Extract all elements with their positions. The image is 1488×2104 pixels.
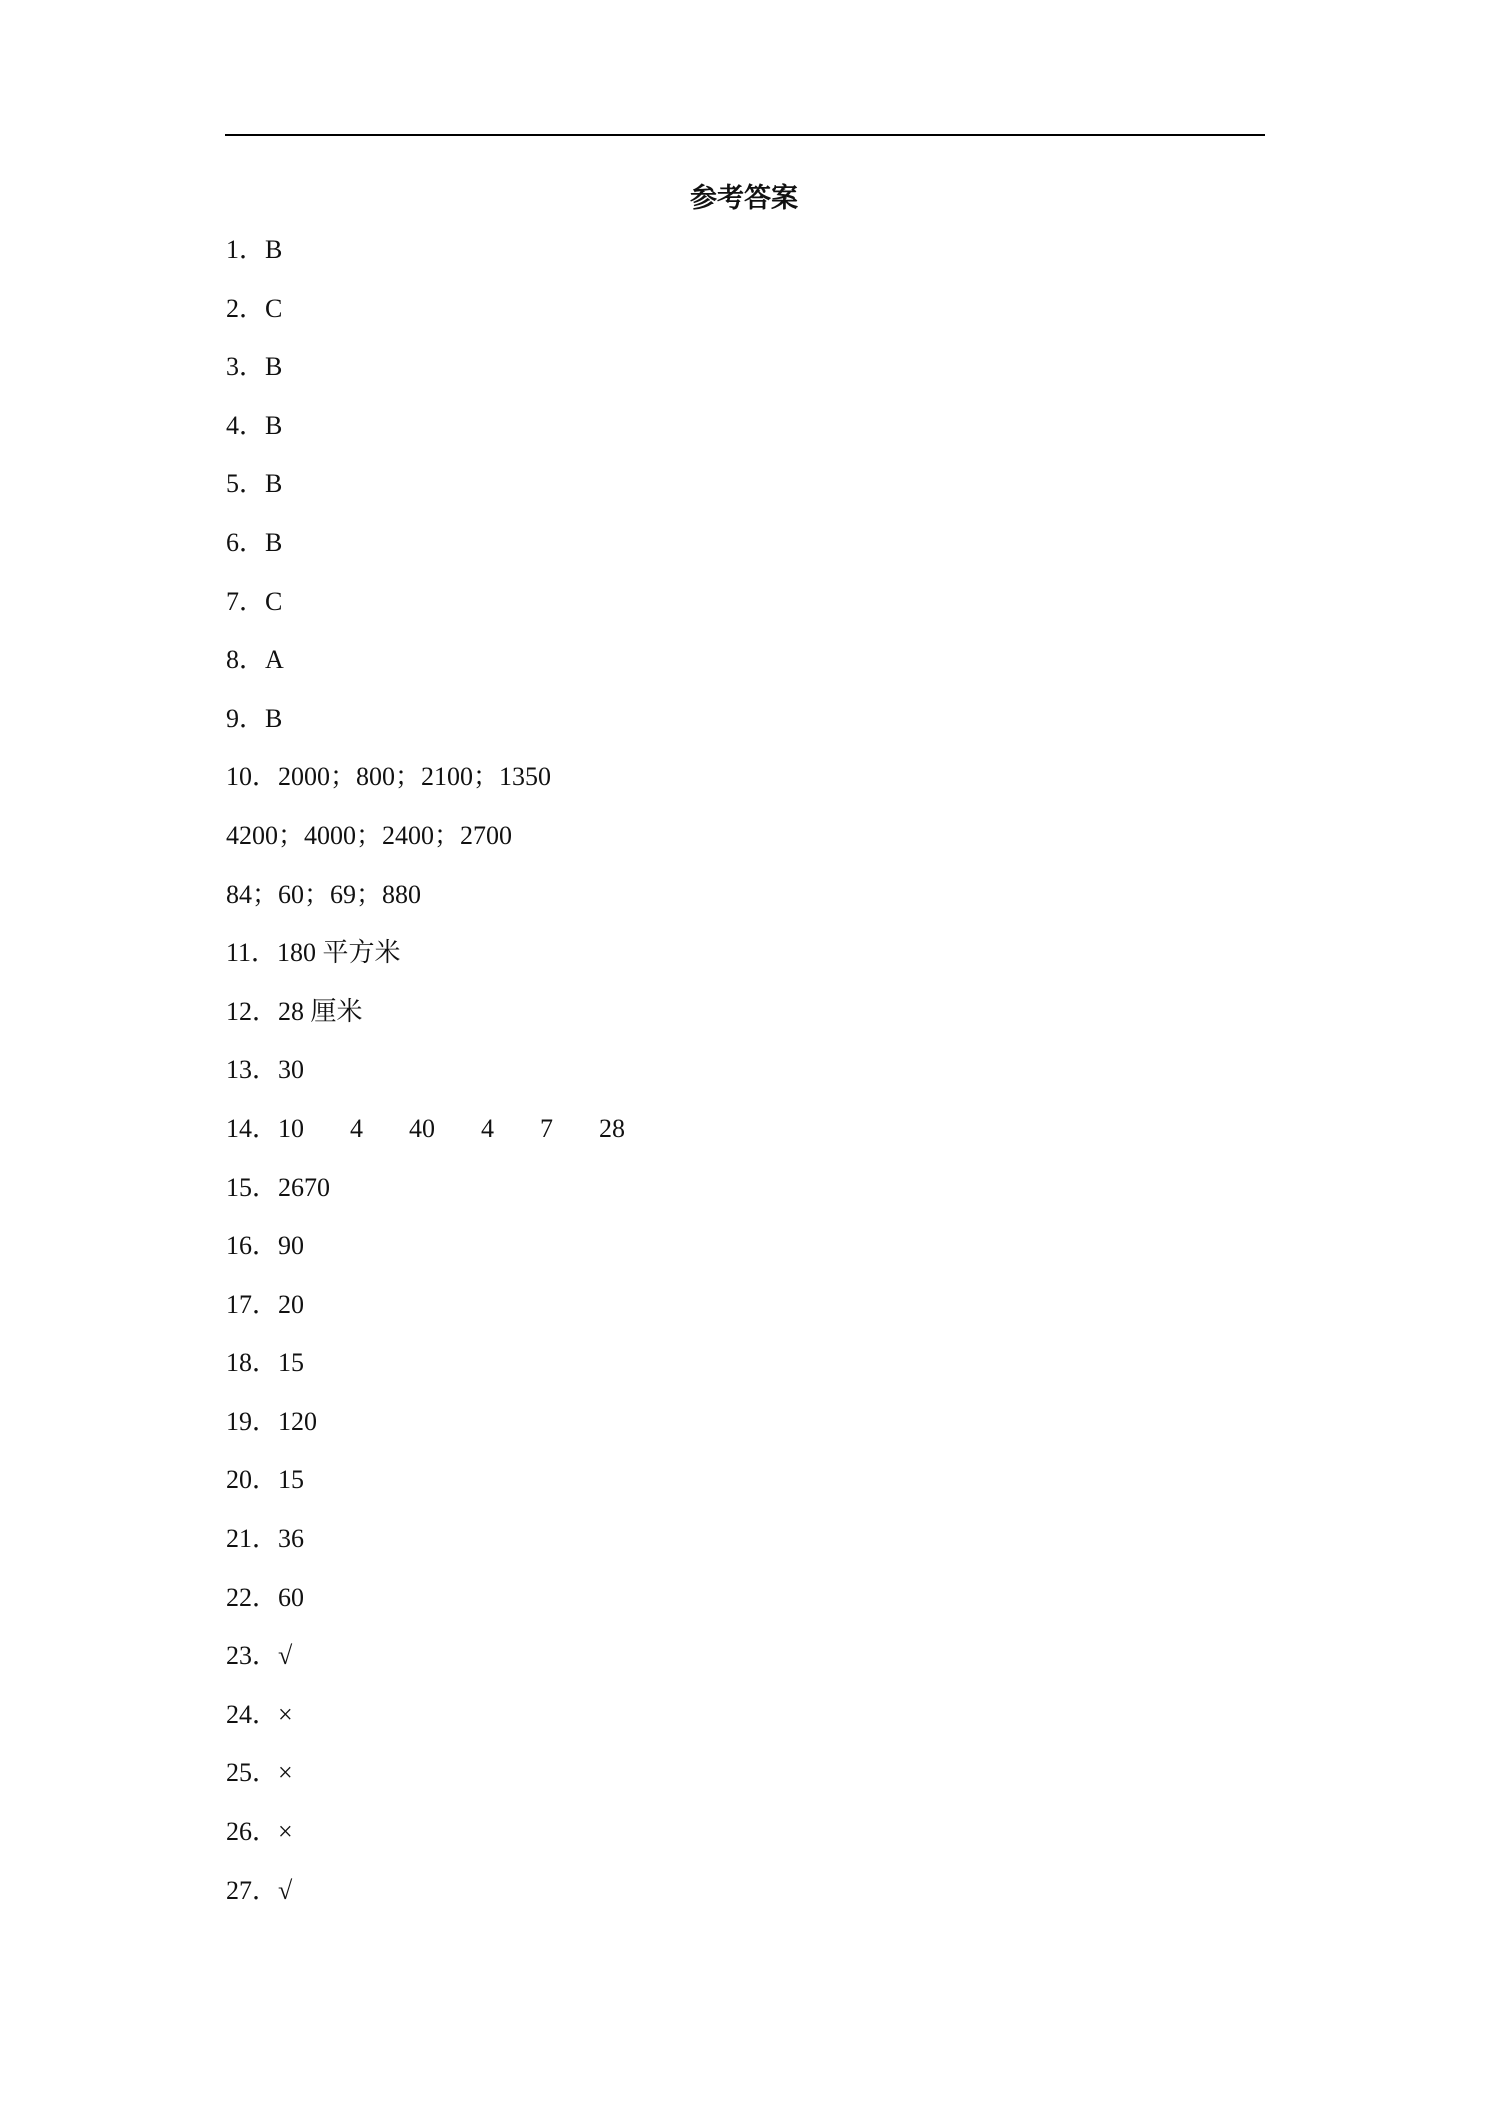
answer-value: 15 bbox=[278, 1348, 304, 1378]
answer-item bbox=[226, 1111, 625, 1170]
answer-number: 20 bbox=[226, 1465, 252, 1495]
answer-value: B bbox=[265, 410, 283, 440]
answer-list bbox=[226, 232, 625, 1931]
number-separator: ． bbox=[252, 762, 279, 792]
answer-number: 10 bbox=[226, 762, 252, 792]
answer-value: A bbox=[265, 645, 284, 675]
number-separator: ． bbox=[251, 938, 278, 968]
answer-number: 1 bbox=[226, 235, 239, 264]
answer-item bbox=[226, 759, 625, 818]
answer-item bbox=[226, 232, 625, 291]
number-separator: ． bbox=[252, 996, 279, 1026]
answer-value: 180 平方米 bbox=[277, 938, 401, 968]
number-separator: ． bbox=[239, 645, 266, 675]
answer-item bbox=[226, 701, 625, 760]
number-separator: ． bbox=[252, 1172, 279, 1202]
answer-item bbox=[226, 1814, 625, 1873]
answer-item bbox=[226, 1345, 625, 1404]
answer-item bbox=[226, 1404, 625, 1463]
number-separator: ． bbox=[239, 469, 266, 499]
answer-number: 24 bbox=[226, 1699, 252, 1729]
answer-item bbox=[226, 408, 625, 467]
answer-value: B bbox=[265, 527, 283, 557]
answer-value: 84；60；69；880 bbox=[226, 879, 422, 909]
answer-part: 7 bbox=[540, 1113, 553, 1143]
answer-number: 27 bbox=[226, 1875, 252, 1905]
answer-part: 10 bbox=[278, 1113, 304, 1143]
number-separator: ． bbox=[239, 410, 266, 440]
answer-number: 17 bbox=[226, 1289, 252, 1319]
answer-value: 90 bbox=[278, 1231, 304, 1261]
answer-number: 16 bbox=[226, 1231, 252, 1261]
answer-number: 5 bbox=[226, 469, 239, 499]
answer-value: 15 bbox=[278, 1465, 304, 1495]
answer-value: B bbox=[265, 352, 283, 382]
number-separator: ． bbox=[239, 293, 266, 323]
answer-value: 120 bbox=[278, 1406, 317, 1436]
number-separator: ． bbox=[239, 586, 266, 616]
page-title: 参考答案 bbox=[690, 183, 798, 214]
answer-item bbox=[226, 935, 625, 994]
answer-item bbox=[226, 1228, 625, 1287]
answer-value: × bbox=[278, 1817, 293, 1847]
answer-value: B bbox=[265, 469, 283, 499]
answer-item bbox=[226, 349, 625, 408]
number-separator: ． bbox=[252, 1465, 279, 1495]
answer-value: 36 bbox=[278, 1524, 304, 1554]
answer-value: B bbox=[265, 235, 283, 264]
answer-number: 6 bbox=[226, 527, 239, 557]
answer-item bbox=[226, 1638, 625, 1697]
answer-item bbox=[226, 1462, 625, 1521]
number-separator: ． bbox=[252, 1875, 279, 1905]
answer-number: 18 bbox=[226, 1348, 252, 1378]
answer-number: 21 bbox=[226, 1524, 252, 1554]
answer-item bbox=[226, 1052, 625, 1111]
answer-number: 25 bbox=[226, 1758, 252, 1788]
answer-number: 8 bbox=[226, 645, 239, 675]
answer-number: 26 bbox=[226, 1817, 252, 1847]
answer-item bbox=[226, 291, 625, 350]
number-separator: ． bbox=[252, 1231, 279, 1261]
answer-item bbox=[226, 1521, 625, 1580]
number-separator: ． bbox=[252, 1758, 279, 1788]
answer-number: 12 bbox=[226, 996, 252, 1026]
number-separator: ． bbox=[252, 1113, 279, 1143]
answer-value: 2670 bbox=[278, 1172, 330, 1202]
number-separator: ． bbox=[252, 1817, 279, 1847]
answer-value: 2000；800；2100；1350 bbox=[278, 762, 552, 792]
header-rule bbox=[225, 134, 1265, 136]
answer-value: √ bbox=[278, 1875, 293, 1905]
answer-item bbox=[226, 1755, 625, 1814]
answer-value: C bbox=[265, 586, 283, 616]
number-separator: ． bbox=[252, 1699, 279, 1729]
answer-number: 9 bbox=[226, 703, 239, 733]
answer-number: 7 bbox=[226, 586, 239, 616]
answer-value: √ bbox=[278, 1641, 293, 1671]
answer-item bbox=[226, 1873, 625, 1932]
answer-number: 3 bbox=[226, 352, 239, 382]
answer-part: 4 bbox=[350, 1113, 363, 1143]
answer-number: 14 bbox=[226, 1113, 252, 1143]
number-separator: ． bbox=[252, 1524, 279, 1554]
number-separator: ． bbox=[252, 1348, 279, 1378]
answer-item bbox=[226, 994, 625, 1053]
number-separator: ． bbox=[239, 527, 266, 557]
answer-value: 28 厘米 bbox=[278, 996, 363, 1026]
answer-value: 20 bbox=[278, 1289, 304, 1319]
answer-number: 4 bbox=[226, 410, 239, 440]
answer-item bbox=[226, 1287, 625, 1346]
number-separator: ． bbox=[252, 1641, 279, 1671]
answer-part: 40 bbox=[409, 1113, 435, 1143]
answer-continuation bbox=[226, 818, 625, 877]
number-separator: ． bbox=[252, 1055, 279, 1085]
answer-number: 2 bbox=[226, 293, 239, 323]
answer-item bbox=[226, 525, 625, 584]
answer-item bbox=[226, 642, 625, 701]
answer-number: 23 bbox=[226, 1641, 252, 1671]
answer-part: 4 bbox=[481, 1113, 494, 1143]
number-separator: ． bbox=[252, 1582, 279, 1612]
number-separator: ． bbox=[239, 352, 266, 382]
number-separator: ． bbox=[239, 703, 266, 733]
answer-item bbox=[226, 1697, 625, 1756]
answer-value: × bbox=[278, 1758, 293, 1788]
answer-number: 11 bbox=[226, 938, 252, 968]
answer-value: × bbox=[278, 1699, 293, 1729]
number-separator: ． bbox=[239, 235, 266, 264]
answer-number: 13 bbox=[226, 1055, 252, 1085]
answer-number: 15 bbox=[226, 1172, 252, 1202]
answer-number: 22 bbox=[226, 1582, 252, 1612]
answer-value: 4200；4000；2400；2700 bbox=[226, 820, 513, 850]
answer-number: 19 bbox=[226, 1406, 252, 1436]
number-separator: ． bbox=[252, 1406, 279, 1436]
answer-item bbox=[226, 466, 625, 525]
answer-value: B bbox=[265, 703, 283, 733]
answer-value: 30 bbox=[278, 1055, 304, 1085]
answer-continuation bbox=[226, 877, 625, 936]
answer-item bbox=[226, 584, 625, 643]
answer-item bbox=[226, 1580, 625, 1639]
answer-value: C bbox=[265, 293, 283, 323]
answer-part: 28 bbox=[599, 1113, 625, 1143]
answer-item bbox=[226, 1170, 625, 1229]
number-separator: ． bbox=[252, 1289, 279, 1319]
answer-value: 60 bbox=[278, 1582, 304, 1612]
